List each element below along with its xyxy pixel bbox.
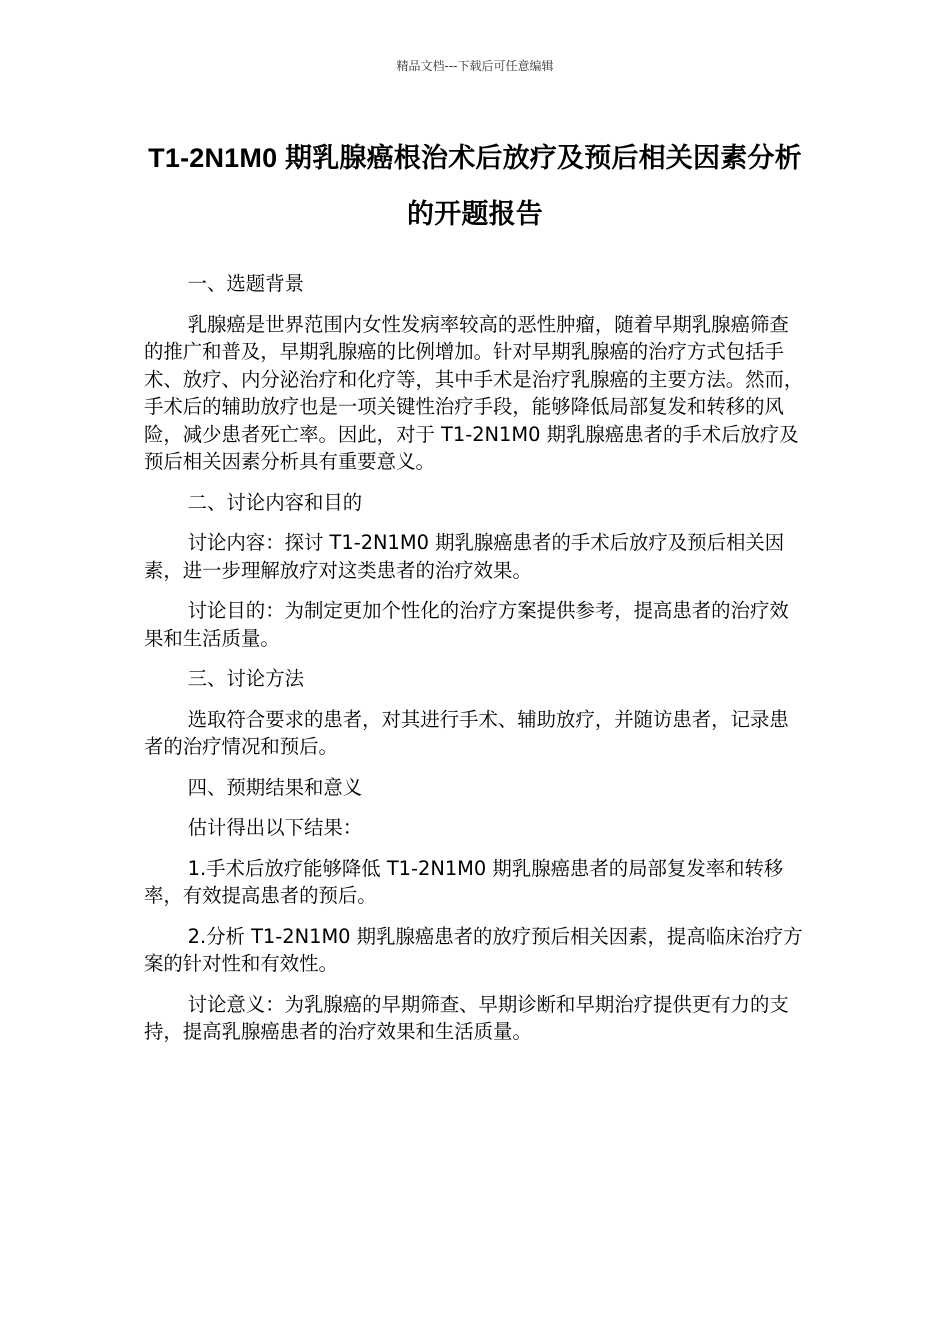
section-heading-background: 一、选题背景 bbox=[187, 272, 304, 295]
section-heading-results: 四、预期结果和意义 bbox=[187, 775, 363, 799]
significance-paragraph: 讨论意义：为乳腺癌的早期筛查、早期诊断和早期治疗提供更有力的支持，提高乳腺癌患者的治疗效果和生活质量。 bbox=[144, 992, 789, 1043]
section-heading-method: 三、讨论方法 bbox=[187, 667, 304, 690]
document-title: T1-2N1M0 期乳腺癌根治术后放疗及预后相关因素分析的开题报告 bbox=[148, 143, 802, 229]
result-item-1: 1.手术后放疗能够降低 T1-2N1M0 期乳腺癌患者的局部复发率和转移率，有效提高患者的预后。 bbox=[144, 856, 784, 907]
content-paragraph: 讨论内容：探讨 T1-2N1M0 期乳腺癌患者的手术后放疗及预后相关因素，进一步理解放疗对这类患者的治疗效果。 bbox=[144, 531, 785, 582]
result-item-2: 2.分析 T1-2N1M0 期乳腺癌患者的放疗预后相关因素，提高临床治疗方案的针对性和有效性。 bbox=[144, 924, 803, 975]
background-paragraph: 乳腺癌是世界范围内女性发病率较高的恶性肿瘤，随着早期乳腺癌筛查的推广和普及，早期乳腺癌的比例增加。针对早期乳腺癌的治疗方式包括手术、放疗、内分泌治疗和化疗等，其中手术是治疗乳腺癌的主要方法。然而，手术后的辅助放疗也是一项关键性治疗手段，能够降低局部复发和转移的风险，减少患者死亡率。因此，对于 T1-2N1M0 期乳腺癌患者的手术后放疗及预后相关因素分析具有重要意义。 bbox=[144, 312, 804, 473]
method-paragraph: 选取符合要求的患者，对其进行手术、辅助放疗，并随访患者，记录患者的治疗情况和预后。 bbox=[144, 707, 789, 758]
section-heading-content-purpose: 二、讨论内容和目的 bbox=[187, 490, 363, 514]
document-body bbox=[144, 270, 804, 1059]
purpose-paragraph: 讨论目的：为制定更加个性化的治疗方案提供参考，提高患者的治疗效果和生活质量。 bbox=[144, 599, 789, 650]
header-note: 精品文档---下载后可任意编辑 bbox=[396, 59, 554, 73]
results-intro-paragraph: 估计得出以下结果： bbox=[187, 816, 363, 839]
